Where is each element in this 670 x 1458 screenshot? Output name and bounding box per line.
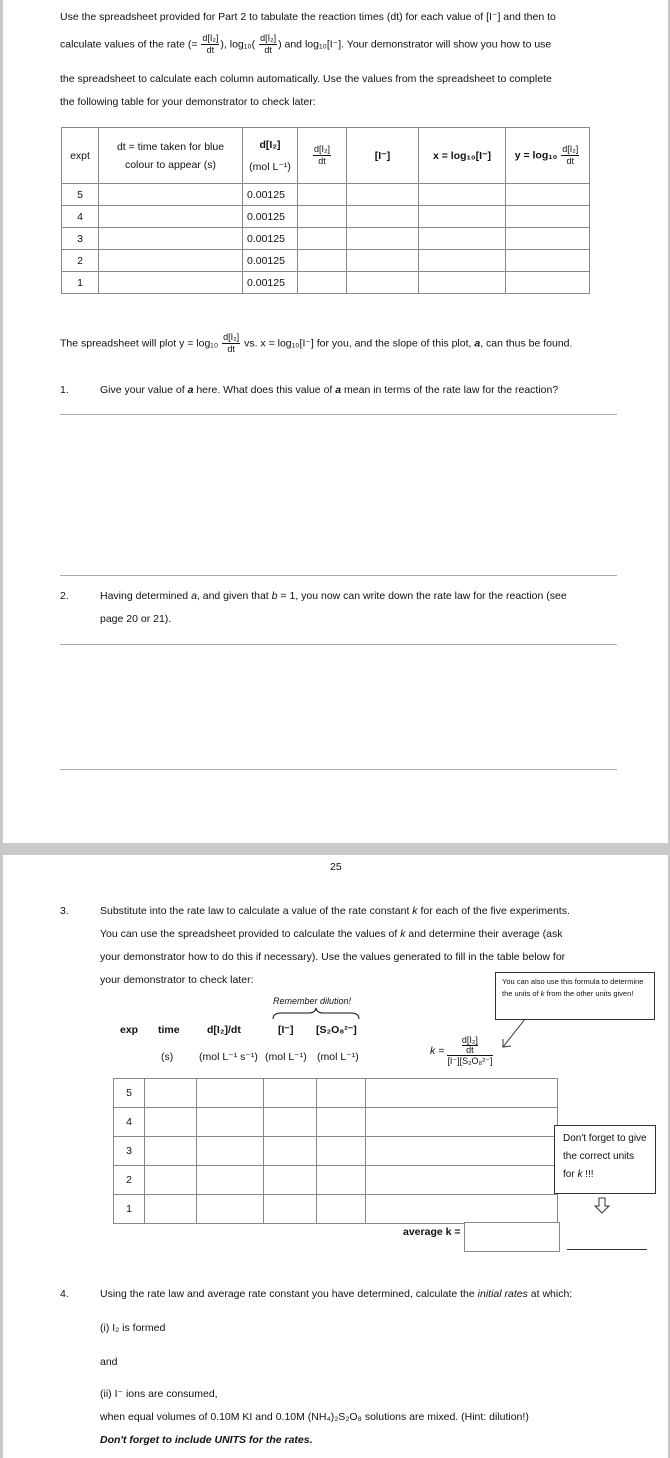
down-arrow-icon (593, 1197, 611, 1215)
header-x: x = log₁₀[I⁻] (419, 128, 506, 184)
q3-line-1: Substitute into the rate law to calculate a value of the rate constant k for each of the five experiments. (100, 905, 570, 917)
table-row: 5 (114, 1079, 558, 1108)
q2-answer-line-1[interactable] (60, 644, 617, 645)
unit-rate: (mol L⁻¹ s⁻¹) (199, 1051, 258, 1063)
q4-conditions: when equal volumes of 0.10M KI and 0.10M (NH₄)₂S₂O₈ solutions are mixed. (Hint: dilution!) (100, 1411, 529, 1423)
table-row: 1 (114, 1195, 558, 1224)
table-row: 3 (114, 1137, 558, 1166)
page-number: 25 (330, 861, 342, 873)
q4-part-ii: (ii) I⁻ ions are consumed, (100, 1388, 218, 1400)
units-reminder-box: Don't forget to give the correct units for k !!! (554, 1125, 656, 1194)
q3-line-2: You can use the spreadsheet provided to calculate the values of k and determine their average (ask (100, 928, 563, 940)
table-row: 5 0.00125 (62, 184, 590, 206)
header-rate: $\frac{\text{d[I₂]}}{dt}$ (298, 128, 347, 184)
unit-time: (s) (161, 1051, 174, 1063)
table-row: 3 0.00125 (62, 228, 590, 250)
rate-data-table (61, 127, 590, 294)
plot-sentence: The spreadsheet will plot y = log₁₀ $\frac{\text{d[I₂]}}{dt}$ vs. x = log₁₀[I⁻] for you, and the slope of this plot, a, can thus be found. (60, 332, 573, 354)
intro-line-4: the following table for your demonstrator to check later: (60, 96, 316, 108)
q3-number: 3. (60, 905, 69, 917)
table-row: 4 0.00125 (62, 206, 590, 228)
q1-answer-line-2[interactable] (60, 575, 617, 576)
q2-answer-line-2[interactable] (60, 769, 617, 770)
q4-units-reminder: Don't forget to include UNITS for the rates. (100, 1434, 313, 1446)
k-formula: k = d[I₂] dt [I⁻][S₂O₈²⁻] (430, 1035, 493, 1066)
q2-number: 2. (60, 590, 69, 602)
q4-and: and (100, 1356, 118, 1368)
remember-dilution-note: Remember dilution! (273, 996, 352, 1006)
header-rate: d[I₂]/dt (207, 1024, 241, 1036)
average-k-units-line[interactable] (567, 1249, 647, 1250)
callout-arrow-icon (493, 1015, 533, 1055)
intro-line-2: calculate values of the rate (= $\frac{\text{d[I₂]}}{dt}$ ), log₁₀( $\frac{\text{d[I₂]}}{dt}$ ) and log₁₀[I⁻]. Your demonstrator will show you how to use (60, 33, 552, 55)
dilution-brace-icon (271, 1007, 361, 1021)
rate-constant-table (113, 1078, 558, 1224)
header-iodide: [I⁻] (347, 128, 419, 184)
header-dt: dt = time taken for blue colour to appear (s) (99, 128, 243, 184)
q1-text: Give your value of a here. What does this value of a mean in terms of the rate law for the reaction? (100, 384, 559, 396)
q4-part-i: (i) I₂ is formed (100, 1322, 166, 1334)
rate-fraction: $\frac{\text{d[I₂]}}{dt}$ (202, 33, 219, 55)
worksheet-page-2 (3, 855, 668, 1458)
header-iodide: [I⁻] (278, 1024, 294, 1036)
header-y: y = log₁₀ $\frac{\text{d[I₂]}}{dt}$ (506, 128, 590, 184)
average-k-label: average k = (403, 1226, 461, 1238)
q4-text: Using the rate law and average rate constant you have determined, calculate the initial rates at which: (100, 1288, 573, 1300)
q1-number: 1. (60, 384, 69, 396)
table-row: 2 (114, 1166, 558, 1195)
header-expt: expt (62, 128, 99, 184)
worksheet-page-1 (3, 0, 668, 843)
q1-answer-line-1[interactable] (60, 414, 617, 415)
unit-persulfate: (mol L⁻¹) (317, 1051, 359, 1063)
average-k-input[interactable] (464, 1222, 560, 1252)
log-rate-fraction: $\frac{\text{d[I₂]}}{dt}$ (260, 33, 277, 55)
header-persulfate: [S₂O₈²⁻] (316, 1024, 357, 1036)
unit-iodide: (mol L⁻¹) (265, 1051, 307, 1063)
q2-text: Having determined a, and given that b = 1, you now can write down the rate law for the reaction (see (100, 590, 567, 602)
q4-number: 4. (60, 1288, 69, 1300)
intro-line-1: Use the spreadsheet provided for Part 2 to tabulate the reaction times (dt) for each value of [I⁻] and then to (60, 11, 556, 23)
header-i2: d[I₂] (mol L⁻¹) (243, 128, 298, 184)
intro-line-3: the spreadsheet to calculate each column automatically. Use the values from the spreadsheet to complete (60, 73, 552, 85)
q3-line-3: your demonstrator how to do this if necessary). Use the values generated to fill in the table below for (100, 951, 566, 963)
table-row: 4 (114, 1108, 558, 1137)
header-exp: exp (120, 1024, 139, 1036)
q2-text-line-2: page 20 or 21). (100, 613, 172, 625)
q3-line-4: your demonstrator to check later: (100, 974, 254, 986)
table-header-row (62, 128, 590, 184)
table-row: 2 0.00125 (62, 250, 590, 272)
table-row: 1 0.00125 (62, 272, 590, 294)
formula-callout: You can also use this formula to determine the units of k from the other units given! (495, 972, 655, 1020)
header-time: time (158, 1024, 180, 1036)
